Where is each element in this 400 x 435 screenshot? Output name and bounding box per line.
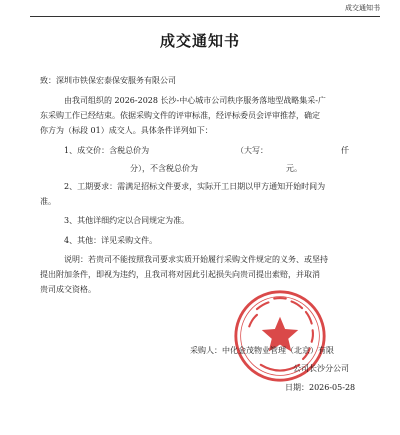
header-divider	[30, 16, 380, 17]
recipient-name: 深圳市铁保宏泰保安服务有限公司	[56, 76, 176, 85]
signature-date: 日期：2026-05-28	[285, 383, 356, 392]
note-line-2: 提出附加条件，即视为违约，且我司将对因此引起损失向贵司提出索赔，并取消	[40, 270, 320, 279]
term-1-fen: 分），不含税总价为	[130, 164, 198, 173]
term-1-yuan: 元。	[286, 164, 302, 173]
note-line-1: 说明：若贵司不能按照我司要求实质开始履行采购文件规定的义务、或坚持	[64, 255, 328, 264]
term-1-label: 1、成交价：含税总价为	[64, 146, 150, 155]
note-line-3: 贵司成交资格。	[40, 285, 96, 294]
body-line-1: 由我司组织的 2026-2028 长沙-中心城市公司秩序服务落地型战略集采-广	[64, 96, 326, 105]
term-2-line-2: 准。	[40, 197, 56, 206]
term-2-line-1: 2、工期要求：需满足招标文件要求，实际开工日期以甲方通知开始时间为	[64, 182, 326, 191]
body-line-2: 东采购工作已经结束。依据采购文件的评审标准，经评标委员会评审推荐，确定	[40, 111, 320, 120]
term-1-capital-open: （大写：	[236, 146, 268, 155]
term-1-qian: 仟	[341, 146, 349, 155]
term-3: 3、其他详细约定以合同规定为准。	[64, 216, 190, 225]
page-title: 成交通知书	[159, 32, 240, 50]
header-tag: 成交通知书	[345, 4, 380, 12]
term-4: 4、其他：详见采购文件。	[64, 236, 158, 245]
purchaser-branch: 公司长沙分公司	[293, 364, 349, 373]
purchaser-name: 采购人：中化金茂物业管理（北京）有限	[190, 346, 334, 355]
recipient-prefix: 致：	[40, 76, 56, 85]
recipient-line	[40, 75, 176, 86]
body-line-3: 你方为（标段 01）成交人。具体条件详列如下：	[40, 126, 213, 135]
